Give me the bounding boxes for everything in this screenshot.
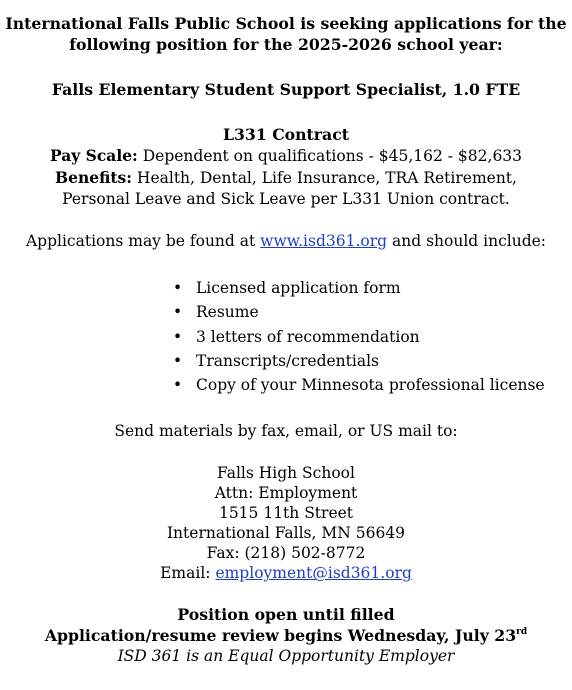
review-date-suffix: rd <box>516 627 528 638</box>
email-label: Email: <box>160 564 216 583</box>
address-attn: Attn: Employment <box>214 484 358 503</box>
list-item <box>173 276 553 300</box>
benefits <box>0 167 572 189</box>
requirement-text: Resume <box>196 303 259 322</box>
requirement-text: 3 letters of recommendation <box>196 327 420 346</box>
list-item <box>173 300 553 324</box>
mailing-address <box>0 463 572 583</box>
pay-scale-value: Dependent on qualifications - $45,162 - $82,633 <box>137 147 523 165</box>
requirement-text: Transcripts/credentials <box>196 351 379 370</box>
bullet-icon: • <box>173 376 183 395</box>
pay-scale <box>0 145 572 167</box>
benefits-line-2: Personal Leave and Sick Leave per L331 Union contract. <box>62 190 510 208</box>
position-open-notice: Position open until filled <box>177 605 395 625</box>
address-school: Falls High School <box>217 464 355 483</box>
position-title: Falls Elementary Student Support Specialist, 1.0 FTE <box>51 80 521 99</box>
applications-prefix: Applications may be found at <box>25 232 261 250</box>
header-line-2: following position for the 2025-2026 school year: <box>69 35 503 54</box>
benefits-label: Benefits: <box>55 168 132 187</box>
applications-suffix: and should include: <box>387 232 547 250</box>
send-instruction: Send materials by fax, email, or US mail to: <box>114 422 458 441</box>
email-link[interactable]: employment@isd361.org <box>215 564 412 583</box>
bullet-icon: • <box>173 279 183 297</box>
website-link[interactable]: www.isd361.org <box>260 232 388 250</box>
requirement-text: Licensed application form <box>196 279 401 297</box>
bullet-icon: • <box>173 303 183 322</box>
header-line-1: International Falls Public School is seeking applications for the <box>5 14 567 33</box>
address-email <box>0 563 572 583</box>
requirements-list <box>173 276 553 397</box>
address-street: 1515 11th Street <box>218 504 354 523</box>
review-date-text: Application/resume review begins Wednesday, July 23 <box>44 626 517 646</box>
bullet-icon: • <box>173 351 183 370</box>
list-item <box>173 373 553 397</box>
address-city: International Falls, MN 56649 <box>166 524 406 543</box>
list-item <box>173 325 553 349</box>
address-fax: Fax: (218) 502-8772 <box>206 544 366 563</box>
equal-opportunity-statement: ISD 361 is an Equal Opportunity Employer <box>117 647 455 666</box>
contract-type: L331 Contract <box>222 125 350 144</box>
benefits-value: Health, Dental, Life Insurance, TRA Retirement, <box>132 169 517 187</box>
review-date <box>0 625 572 646</box>
requirement-text: Copy of your Minnesota professional license <box>196 376 545 395</box>
list-item <box>173 349 553 373</box>
pay-scale-label: Pay Scale: <box>49 146 138 165</box>
applications-sentence <box>0 231 572 252</box>
bullet-icon: • <box>173 327 183 346</box>
